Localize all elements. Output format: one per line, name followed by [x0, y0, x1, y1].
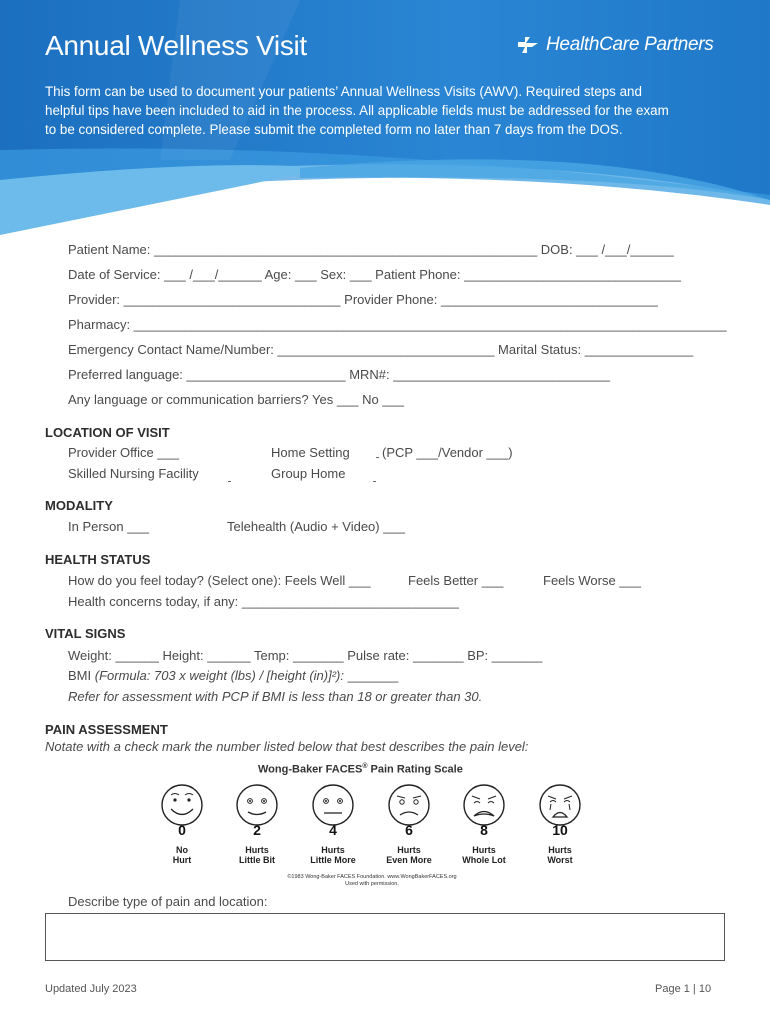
brand-logo — [516, 34, 714, 56]
communication-barriers-field[interactable]: Any language or communication barriers? Yes ___ No ___ — [68, 392, 405, 407]
pcp-vendor-option[interactable]: (PCP ___/Vendor ___) — [382, 445, 513, 460]
faces-scale-title-main: Wong-Baker FACES — [258, 763, 363, 776]
in-person-option[interactable]: In Person ___ — [68, 519, 149, 534]
face-number: 4 — [329, 822, 337, 838]
face-label — [374, 845, 444, 865]
vital-signs-heading: VITAL SIGNS — [45, 626, 126, 641]
intro-text — [45, 82, 735, 139]
face-label-line: Hurts — [397, 845, 421, 855]
health-concerns-field[interactable]: Health concerns today, if any: ______________________________ — [68, 594, 459, 609]
face-number: 6 — [405, 822, 413, 838]
face-label-line: Hurts — [548, 845, 572, 855]
face-number: 2 — [253, 822, 261, 838]
emergency-contact-field[interactable]: Emergency Contact Name/Number: ______________________________ Marital Status: _______________ — [68, 342, 694, 357]
page-number: Page 1 | 10 — [655, 983, 712, 995]
face-label — [147, 845, 217, 865]
home-setting-option[interactable]: Home Setting — [271, 445, 350, 460]
provider-field[interactable]: Provider: ______________________________ Provider Phone: ______________________________ — [68, 292, 658, 307]
feels-worse-option[interactable]: Feels Worse ___ — [543, 573, 642, 588]
face-number: 8 — [480, 822, 488, 838]
face-label-line: Little Bit — [239, 855, 275, 865]
face-number: 0 — [178, 822, 186, 838]
copyright-line: ©1983 Wong-Baker FACES Foundation. www.WongBakerFACES.org — [287, 874, 457, 880]
health-status-heading: HEALTH STATUS — [45, 552, 151, 567]
bmi-refer-note: Refer for assessment with PCP if BMI is less than 18 or greater than 30. — [68, 689, 483, 704]
face-label-line: Hurts — [472, 845, 496, 855]
face-label-line: Even More — [386, 855, 432, 865]
face-label-line: Worst — [547, 855, 573, 865]
face-label-line: Hurts — [321, 845, 345, 855]
face-label-line: Hurts — [245, 845, 269, 855]
pain-instruction: Notate with a check mark the number listed below that best describes the pain level: — [45, 739, 529, 754]
feels-better-option[interactable]: Feels Better ___ — [408, 573, 504, 588]
skilled-nursing-option[interactable]: Skilled Nursing Facility — [68, 466, 199, 481]
face-label-line: No — [176, 845, 188, 855]
bmi-field[interactable] — [68, 668, 398, 683]
face-label-line: Hurt — [172, 855, 192, 865]
updated-date: Updated July 2023 — [45, 983, 137, 995]
registered-mark: ® — [362, 763, 368, 770]
face-number: 10 — [552, 822, 568, 838]
page-title: Annual Wellness Visit — [45, 30, 307, 61]
face-label-line: Little More — [310, 855, 356, 865]
describe-pain-textbox[interactable] — [45, 913, 725, 961]
describe-pain-label: Describe type of pain and location: — [68, 894, 268, 909]
bmi-formula: (Formula: 703 x weight (lbs) / [height (in)]²): — [94, 668, 344, 683]
bmi-blank: _______ — [343, 668, 399, 683]
vital-measures-field[interactable]: Weight: ______ Height: ______ Temp: _______ Pulse rate: _______ BP: _______ — [68, 648, 543, 663]
skilled-nursing-blank — [228, 481, 231, 482]
face-label — [222, 845, 292, 865]
provider-office-option[interactable]: Provider Office ___ — [68, 445, 180, 460]
intro-line: This form can be used to document your patients’ Annual Wellness Visits (AWV). Required steps and — [45, 84, 642, 99]
home-setting-blank — [376, 457, 379, 458]
date-of-service-field[interactable]: Date of Service: ___ /___/______ Age: ___ Sex: ___ Patient Phone: ______________________________ — [68, 267, 681, 282]
faces-copyright — [262, 874, 482, 888]
group-home-option[interactable]: Group Home — [271, 466, 346, 481]
healthcare-partners-logo-icon — [516, 34, 540, 56]
modality-heading: MODALITY — [45, 498, 113, 513]
patient-name-field[interactable]: Patient Name: _____________________________________________________ DOB: ___ /___/______ — [68, 242, 674, 257]
pharmacy-field[interactable]: Pharmacy: __________________________________________________________________________________ — [68, 317, 727, 332]
pain-assessment-heading: PAIN ASSESSMENT — [45, 722, 168, 737]
copyright-line: Used with permission. — [345, 881, 399, 887]
face-label-line: Whole Lot — [462, 855, 506, 865]
preferred-language-field[interactable]: Preferred language: ______________________ MRN#: ______________________________ — [68, 367, 611, 382]
group-home-blank — [373, 481, 376, 482]
intro-line: to be considered complete. Please submit the completed form no later than 7 days from the DOS. — [45, 122, 623, 137]
intro-line: helpful tips have been included to aid in the process. All applicable fields must be addressed for the exam — [45, 103, 669, 118]
location-heading: LOCATION OF VISIT — [45, 425, 170, 440]
face-label — [525, 845, 595, 865]
face-label — [298, 845, 368, 865]
faces-scale-title — [258, 763, 463, 776]
bmi-label: BMI — [68, 668, 95, 683]
feels-well-option[interactable]: How do you feel today? (Select one): Feels Well ___ — [68, 573, 371, 588]
telehealth-option[interactable]: Telehealth (Audio + Video) ___ — [227, 519, 405, 534]
faces-scale-title-rest: Pain Rating Scale — [367, 763, 463, 776]
logo-text: HealthCare Partners — [546, 34, 714, 55]
face-label — [449, 845, 519, 865]
